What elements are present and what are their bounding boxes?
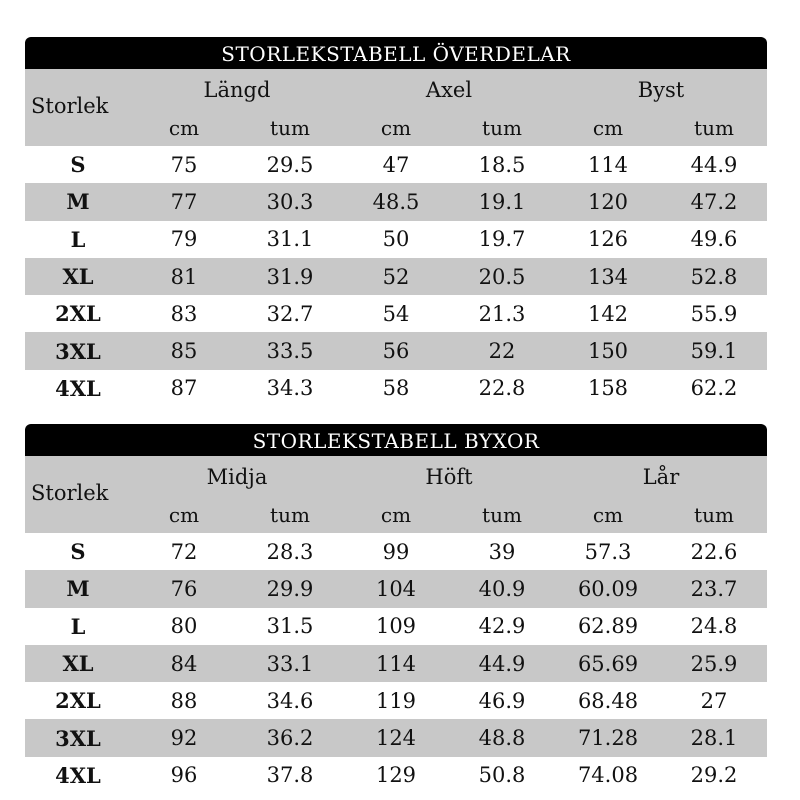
size-cell: XL [62, 264, 94, 290]
size-cell: 4XL [55, 762, 101, 788]
table-row [25, 258, 767, 295]
size-cell: 3XL [55, 725, 101, 751]
value-cell: 57.3 [584, 539, 632, 564]
value-cell: 88 [170, 688, 198, 713]
unit-header: tum [270, 116, 310, 140]
value-cell: 150 [587, 339, 629, 364]
value-cell: 59.1 [690, 339, 738, 364]
measure-group-header: Höft [425, 465, 473, 489]
unit-header: tum [482, 503, 522, 527]
value-cell: 77 [170, 189, 198, 214]
table-title: STORLEKSTABELL BYXOR [25, 424, 767, 456]
value-cell: 34.6 [266, 688, 314, 713]
value-cell: 18.5 [478, 152, 526, 177]
value-cell: 62.89 [577, 614, 639, 639]
value-cell: 114 [375, 651, 417, 676]
value-cell: 52.8 [690, 264, 738, 289]
unit-header: cm [380, 116, 412, 140]
size-cell: XL [62, 651, 94, 677]
value-cell: 74.08 [577, 763, 639, 788]
value-cell: 29.2 [690, 763, 738, 788]
value-cell: 80 [170, 614, 198, 639]
value-cell: 134 [587, 264, 629, 289]
measure-group-header: Midja [206, 465, 268, 489]
value-cell: 48.5 [372, 189, 420, 214]
unit-header: cm [592, 503, 624, 527]
value-cell: 76 [170, 576, 198, 601]
value-cell: 42.9 [478, 614, 526, 639]
value-cell: 109 [375, 614, 417, 639]
value-cell: 28.1 [690, 726, 738, 751]
value-cell: 25.9 [690, 651, 738, 676]
unit-header: tum [694, 116, 734, 140]
value-cell: 29.9 [266, 576, 314, 601]
value-cell: 99 [382, 539, 410, 564]
unit-header: tum [694, 503, 734, 527]
value-cell: 60.09 [577, 576, 639, 601]
size-cell: 2XL [55, 688, 101, 714]
unit-header: cm [592, 116, 624, 140]
value-cell: 22.8 [478, 376, 526, 401]
value-cell: 40.9 [478, 576, 526, 601]
value-cell: 31.9 [266, 264, 314, 289]
value-cell: 56 [382, 339, 410, 364]
value-cell: 85 [170, 339, 198, 364]
size-cell: 3XL [55, 338, 101, 364]
size-cell: S [70, 539, 86, 565]
value-cell: 28.3 [266, 539, 314, 564]
size-cell: M [66, 189, 90, 215]
value-cell: 21.3 [478, 301, 526, 326]
value-cell: 30.3 [266, 189, 314, 214]
value-cell: 92 [170, 726, 198, 751]
value-cell: 31.1 [266, 227, 314, 252]
unit-header: cm [168, 503, 200, 527]
value-cell: 33.5 [266, 339, 314, 364]
table-row [25, 332, 767, 369]
unit-header: tum [270, 503, 310, 527]
size-cell: M [66, 576, 90, 602]
table-row [25, 295, 767, 332]
value-cell: 37.8 [266, 763, 314, 788]
value-cell: 36.2 [266, 726, 314, 751]
value-cell: 39 [488, 539, 516, 564]
size-cell: 2XL [55, 301, 101, 327]
value-cell: 23.7 [690, 576, 738, 601]
value-cell: 47.2 [690, 189, 738, 214]
unit-header: cm [380, 503, 412, 527]
value-cell: 126 [587, 227, 629, 252]
value-cell: 20.5 [478, 264, 526, 289]
value-cell: 62.2 [690, 376, 738, 401]
size-cell: L [70, 226, 86, 252]
unit-header: tum [482, 116, 522, 140]
table-header [25, 69, 767, 146]
size-column-header: Storlek [31, 94, 109, 118]
table-row [25, 183, 767, 220]
value-cell: 49.6 [690, 227, 738, 252]
value-cell: 75 [170, 152, 198, 177]
table-row [25, 757, 767, 794]
value-cell: 79 [170, 227, 198, 252]
value-cell: 27 [700, 688, 728, 713]
table-row [25, 645, 767, 682]
measure-group-header: Byst [637, 78, 685, 102]
value-cell: 34.3 [266, 376, 314, 401]
value-cell: 129 [375, 763, 417, 788]
unit-header: cm [168, 116, 200, 140]
table-row [25, 370, 767, 407]
size-cell: S [70, 152, 86, 178]
table-row [25, 682, 767, 719]
value-cell: 22.6 [690, 539, 738, 564]
value-cell: 44.9 [690, 152, 738, 177]
table-row [25, 570, 767, 607]
size-cell: 4XL [55, 375, 101, 401]
value-cell: 72 [170, 539, 198, 564]
value-cell: 71.28 [577, 726, 639, 751]
table-header [25, 456, 767, 533]
table-row [25, 221, 767, 258]
value-cell: 84 [170, 651, 198, 676]
size-cell: L [70, 613, 86, 639]
value-cell: 33.1 [266, 651, 314, 676]
value-cell: 47 [382, 152, 410, 177]
size-table-tops [25, 37, 767, 407]
value-cell: 142 [587, 301, 629, 326]
size-column-header: Storlek [31, 481, 109, 505]
value-cell: 158 [587, 376, 629, 401]
measure-group-header: Längd [203, 78, 271, 102]
value-cell: 104 [375, 576, 417, 601]
value-cell: 44.9 [478, 651, 526, 676]
value-cell: 46.9 [478, 688, 526, 713]
value-cell: 87 [170, 376, 198, 401]
value-cell: 54 [382, 301, 410, 326]
measure-group-header: Axel [425, 78, 473, 102]
measure-group-header: Lår [642, 465, 680, 489]
value-cell: 29.5 [266, 152, 314, 177]
value-cell: 52 [382, 264, 410, 289]
value-cell: 114 [587, 152, 629, 177]
value-cell: 50 [382, 227, 410, 252]
size-table-pants [25, 424, 767, 794]
value-cell: 58 [382, 376, 410, 401]
value-cell: 124 [375, 726, 417, 751]
value-cell: 32.7 [266, 301, 314, 326]
value-cell: 55.9 [690, 301, 738, 326]
value-cell: 65.69 [577, 651, 639, 676]
value-cell: 19.1 [478, 189, 526, 214]
value-cell: 48.8 [478, 726, 526, 751]
table-title: STORLEKSTABELL ÖVERDELAR [25, 37, 767, 69]
value-cell: 19.7 [478, 227, 526, 252]
value-cell: 68.48 [577, 688, 639, 713]
value-cell: 24.8 [690, 614, 738, 639]
value-cell: 83 [170, 301, 198, 326]
value-cell: 22 [488, 339, 516, 364]
value-cell: 120 [587, 189, 629, 214]
value-cell: 50.8 [478, 763, 526, 788]
value-cell: 31.5 [266, 614, 314, 639]
table-row [25, 146, 767, 183]
table-row [25, 608, 767, 645]
value-cell: 119 [375, 688, 417, 713]
value-cell: 96 [170, 763, 198, 788]
value-cell: 81 [170, 264, 198, 289]
table-row [25, 533, 767, 570]
table-row [25, 719, 767, 756]
